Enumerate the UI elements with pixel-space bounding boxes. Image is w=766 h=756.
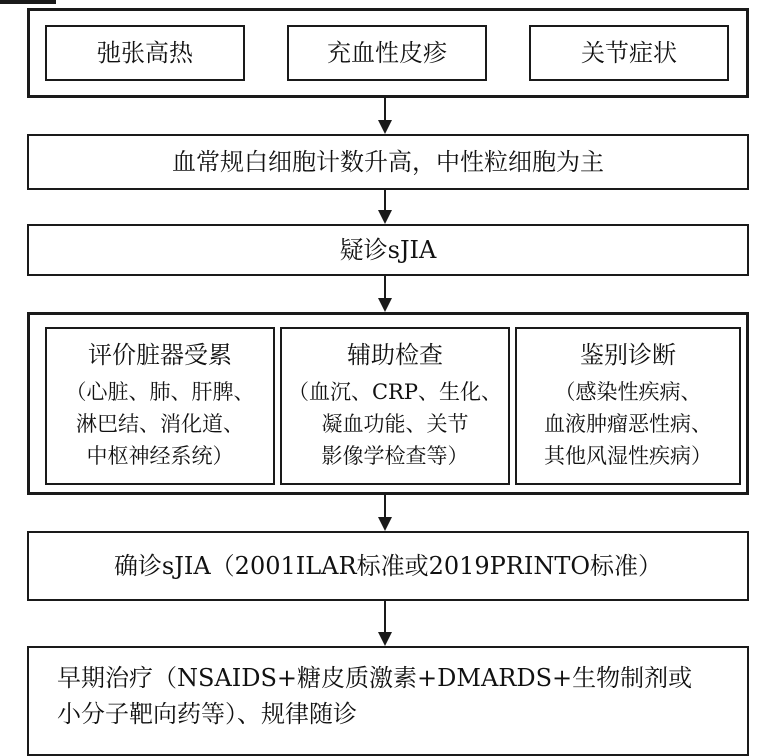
treatment-line: 小分子靶向药等）、规律随诊: [57, 700, 357, 728]
evaluation-title: 评价脏器受累: [88, 341, 232, 369]
evaluation-line: 凝血功能、关节: [321, 412, 469, 436]
confirmed-text: 确诊sJIA（2001ILAR标准或2019PRINTO标准）: [113, 552, 663, 580]
evaluation-line: （感染性疾病、: [554, 380, 702, 404]
evaluation-line: 影像学检查等）: [321, 444, 469, 468]
evaluation-line: （心脏、肺、肝脾、: [65, 380, 255, 404]
arrow-down-icon: [378, 495, 392, 531]
arrow-down-icon: [378, 601, 392, 646]
evaluation-title: 鉴别诊断: [580, 341, 676, 369]
symptom-label: 关节症状: [581, 39, 677, 67]
evaluation-line: 淋巴结、消化道、: [76, 412, 244, 436]
evaluation-line: 中枢神经系统）: [86, 444, 234, 468]
evaluation-line: （血沉、CRP、生化、: [287, 380, 502, 404]
arrow-down-icon: [378, 190, 392, 224]
evaluation-title: 辅助检查: [347, 341, 443, 369]
symptom-label: 充血性皮疹: [327, 39, 447, 67]
evaluation-line: 血液肿瘤恶性病、: [544, 412, 712, 436]
treatment-line: 早期治疗（NSAIDS+糖皮质激素+DMARDS+生物制剂或: [57, 664, 693, 692]
arrow-down-icon: [378, 276, 392, 312]
suspected-text: 疑诊sJIA: [339, 236, 437, 264]
arrow-down-icon: [378, 98, 392, 134]
symptom-label: 弛张高热: [97, 39, 193, 67]
blood-routine-text: 血常规白细胞计数升高，中性粒细胞为主: [172, 148, 604, 176]
evaluation-line: 其他风湿性疾病）: [544, 444, 712, 468]
